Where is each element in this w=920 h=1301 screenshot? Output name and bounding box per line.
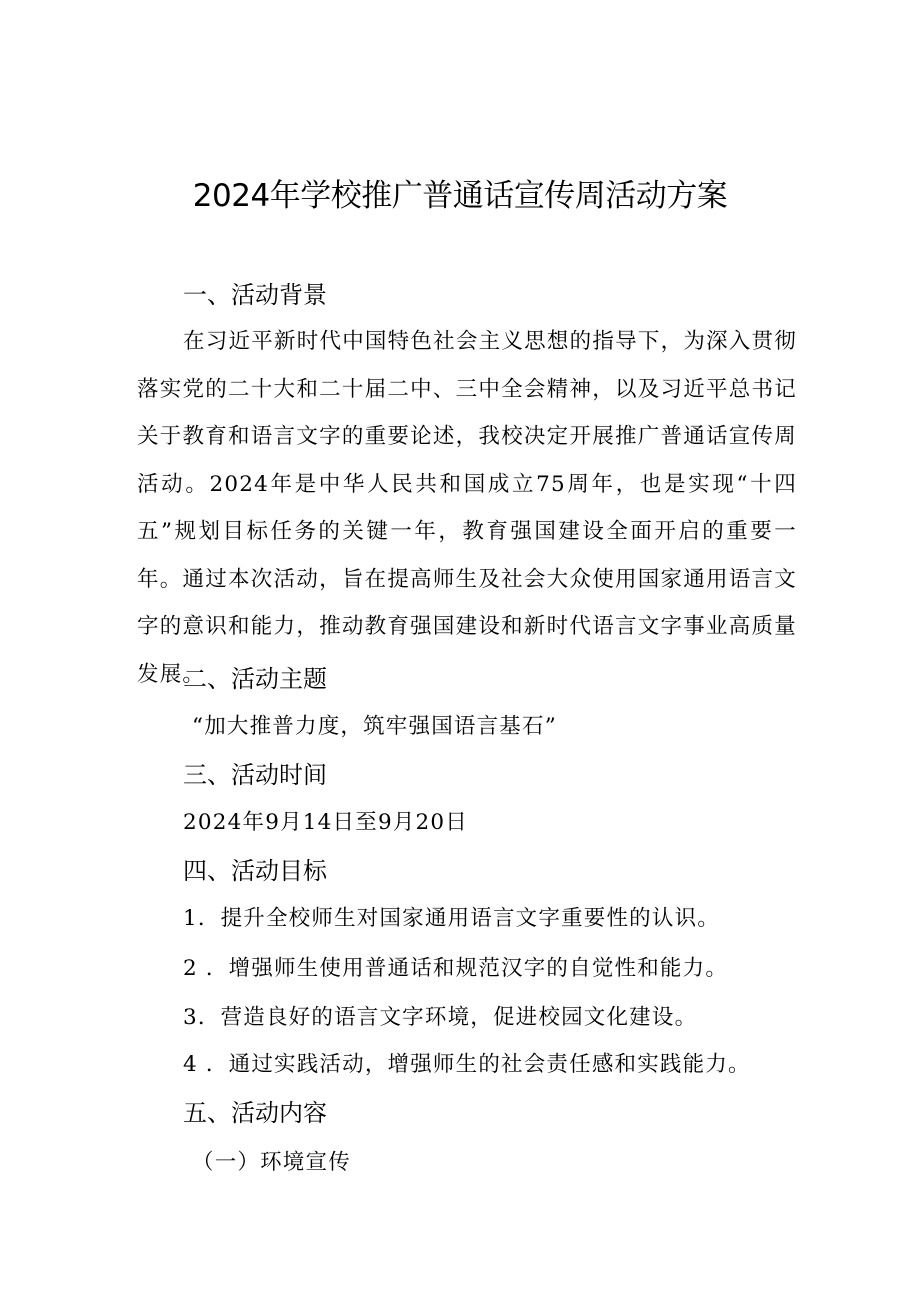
- document-title: 2024年学校推广普通话宣传周活动方案: [192, 178, 728, 214]
- goal-item: 1．提升全校师生对国家通用语言文字重要性的认识。: [183, 906, 720, 931]
- section-heading-background: 一、活动背景: [183, 281, 327, 309]
- background-paragraph: 在习近平新时代中国特色社会主义思想的指导下，为深入贯彻落实党的二十大和二十届二中、三中全会精神，以及习近平总书记关于教育和语言文字的重要论述，我校决定开展推广普通话宣传周活动。2024年是中华人民共和国成立75周年，也是实现“十四五”规划目标任务的关键一年，教育强国建设全面开启的重要一年。通过本次活动，旨在提高师生及社会大众使用国家通用语言文字的意识和能力，推动教育强国建设和新时代语言文字事业高质量发展。: [137, 329, 797, 687]
- theme-text: “加大推普力度，筑牢强国语言基石”: [192, 714, 557, 739]
- section-heading-goals: 四、活动目标: [183, 857, 327, 885]
- goal-item: 3．营造良好的语言文字环境，促进校园文化建设。: [183, 1005, 698, 1030]
- time-text: 2024年9月14日至9月20日: [183, 810, 468, 835]
- goal-item: 4 ．通过实践活动，增强师生的社会责任感和实践能力。: [183, 1052, 751, 1077]
- content-subheading: （一）环境宣传: [192, 1150, 351, 1175]
- section-heading-content: 五、活动内容: [183, 1099, 327, 1127]
- goal-item: 2 ．增强师生使用普通话和规范汉字的自觉性和能力。: [183, 956, 729, 981]
- section-heading-theme: 二、活动主题: [183, 665, 327, 693]
- section-heading-time: 三、活动时间: [183, 761, 327, 789]
